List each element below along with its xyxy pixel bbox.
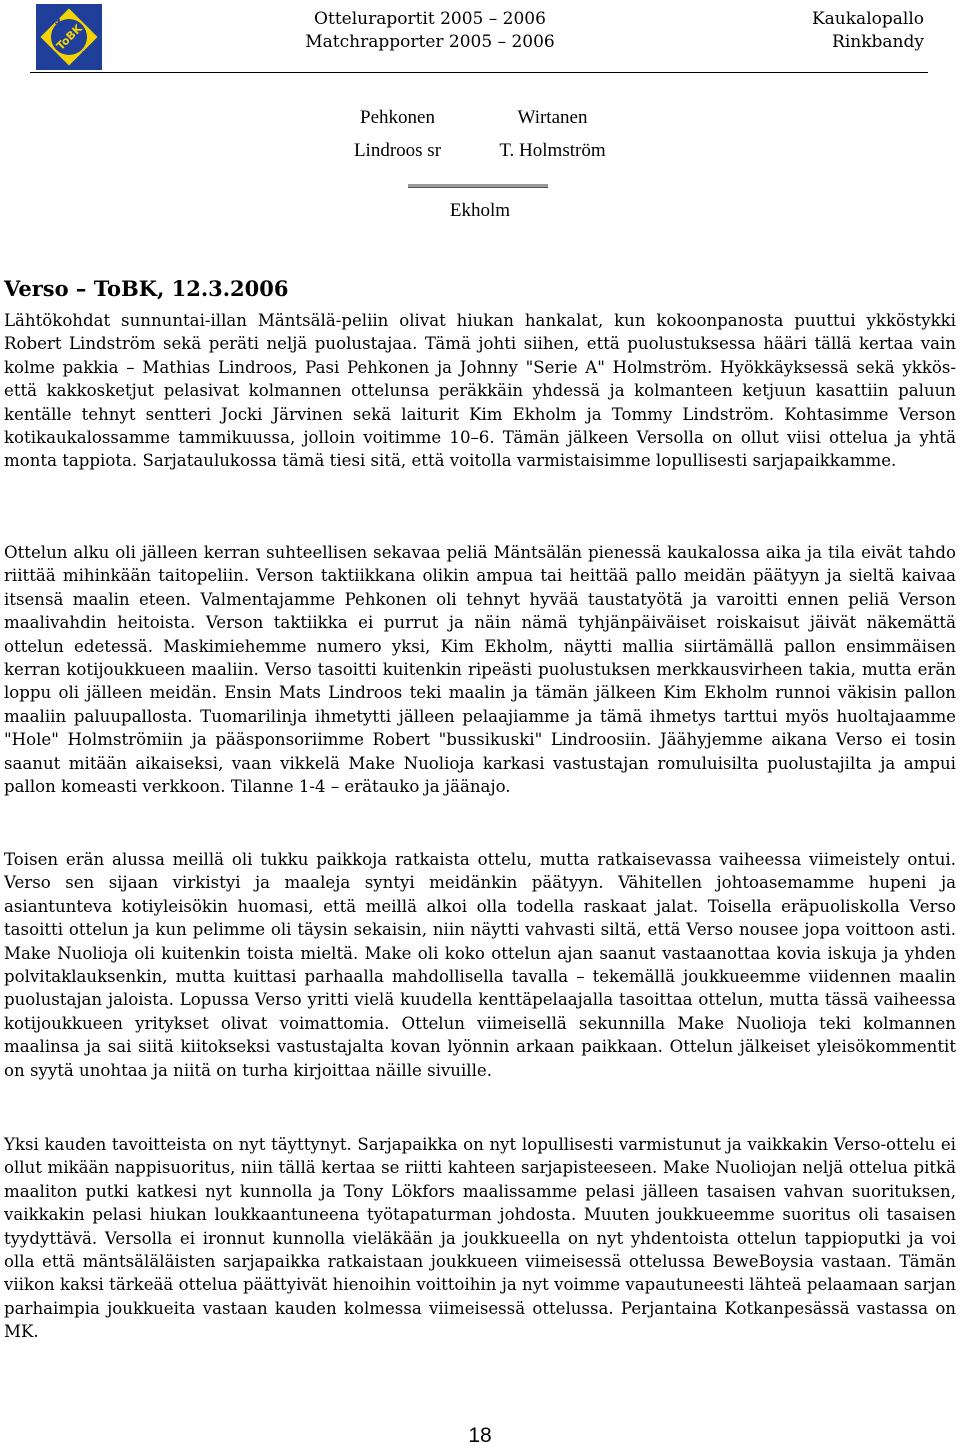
paragraph-summary: Yksi kauden tavoitteista on nyt täyttynyt. Sarjapaikka on nyt lopullisesti varmistunut ja vaikkakin Verso-ottelu ei ollut mikään nappisuoritus, niin tällä kertaa se riitti kahteen sarjapisteeseen. Make Nuoliojan neljä ottelua pitkä maaliton putki katkesi nyt kunnolla ja Tony Lökfors maalissamme pelasi jälleen tasaisen vahvan suorituksen, vaikkakin pelasi hiukan loukkaantuneena työtapaturman johdosta. Muuten joukkueemme suoritus oli tasaisen tyydyttävä. Versolla ei ironnut kunnolla vieläkään ja joukkueella on nyt yhdentoista ottelun tappioputki ja voi olla että mäntsäläläisten sarjapaikka ratkaistaan joukkueen viimeisessä ottelussa BeweBoysia vastaan. Tämän viikon kaksi tärkeää ottelua päättyivät hienoihin voittoihin ja nyt voimme vapautuneesti lähteä pelaamaan sarjan parhaimpia joukkueita vastaan kauden kolmessa viimeisessä ottelussa. Perjantaina Kotkanpesässä vastassa on MK. [4, 1135, 956, 1342]
goal-line [408, 184, 548, 188]
report-title-fi: Otteluraportit 2005 – 2006 [314, 9, 546, 29]
lineup-diagram [0, 0, 960, 240]
sport-name-sv: Rinkbandy [832, 32, 924, 52]
lineup-goalie: Ekholm [449, 200, 511, 221]
lineup-defense-left-2: Lindroos sr [353, 140, 442, 161]
paragraph-intro: Lähtökohdat sunnuntai-illan Mäntsälä-peliin olivat hiukan hankalat, kun kokoonpanosta puuttui ykköstykki Robert Lindström sekä peräti neljä puolustajaa. Tämä johti siihen, että puolustuksessa hääri tällä kertaa vain kolme pakkia – Mathias Lindroos, Pasi Pehkonen ja Johnny "Serie A" Holmström. Hyökkäyksessä sekä ykkös- että kakkosketjut pelasivat kolmannen ottelunsa peräkkäin yhdessä ja kolmanteen ketjuun kasattiin paluun kentälle tehnyt sentteri Jocki Järvinen sekä laiturit Kim Ekholm ja Tommy Lindström. Kohtasimme Verson kotikaukalossamme tammikuussa, jolloin voitimme 10–6. Tämän jälkeen Versolla on ollut viisi ottelua ja yhtä monta tappiota. Sarjataulukossa tämä tiesi sitä, että voitolla varmistaisimme lopullisesti sarjapaikkamme. [4, 311, 956, 471]
lineup-defense-right-1: Wirtanen [517, 107, 588, 128]
svg-text:58: 58 [81, 51, 94, 61]
lineup-defense-right-2: T. Holmström [499, 140, 606, 161]
paragraph-second-period: Toisen erän alussa meillä oli tukku paikkoja ratkaista ottelu, mutta ratkaisevassa vaiheessa viimeistely ontui. Verso sen sijaan virkistyi ja maaleja syntyi meidänkin päätyyn. Vähitellen johtoasemamme hupeni ja asiantunteva kotiyleisökin huomasi, että meillä alkoi olla todella raskaat jalat. Toisella eräpuoliskolla Verso tasoitti ottelun ja kun pelimme oli täysin sekaisin, niin näytti vahvasti siltä, että Verso nousee jopa voittoon asti. Make Nuolioja oli kuitenkin toista mieltä. Make oli koko ottelun ajan saanut vastaanottaa kovia iskuja ja yhden polvitaklauksenkin, mutta kuittasi parhaalla mahdollisella tavalla – tekemällä joukkueemme viidennen maalin puolustajan jaloista. Lopussa Verso yritti vielä kuudella kenttäpelaajalla tasoittaa ottelun, mutta tässä vaiheessa kotijoukkueen yritykset olivat voimattomia. Ottelun viimeisellä sekunnilla Make Nuolioja teki kolmannen maalinsa ja sai siitä kiitokseksi vastustajalta kovan lyönnin arkaan paikkaan. Ottelun jälkeiset yleisökommentit on syytä unohtaa ja niitä on turha kirjoittaa näille sivuille. [4, 850, 956, 1080]
svg-text:ToBK: ToBK [53, 21, 85, 53]
lineup-defense-left-1: Pehkonen [360, 107, 435, 128]
paragraph-first-period: Ottelun alku oli jälleen kerran suhteellisen sekavaa peliä Mäntsälän pienessä kaukalossa aika ja tila eivät tahdo riittää mihinkään taitopeliin. Verson taktiikkana olikin ampua tai heittää pallo meidän päätyyn ja sieltä kaivaa itsensä maalin eteen. Valmentajamme Pehkonen oli tehnyt hyvää taustatyötä ja varoitti ennen peliä Verson maalivahdin heitoista. Verson taktiikka ei purrut ja näin nämä tyhjänpäiväiset roiskaisut jäivät näkemättä ottelun edetessä. Maskimiehemme numero yksi, Kim Ekholm, näytti mallia siirtämällä pallon ensimmäisen kerran kotijoukkueen maaliin. Verso tasoitti kuitenkin ripeästi puolustuksen merkkausvirheen takia, mutta erän loppu oli jälleen meidän. Ensin Mats Lindroos teki maalin ja tämän jälkeen Kim Ekholm runnoi väkisin pallon maaliin paluupallosta. Tuomarilinja ihmetytti jälleen pelaajiamme ja tämä ihmetys tarttui myös huoltajaamme "Hole" Holmströmiin ja pääsponsoriimme Robert "bussikuski" Lindroosiin. Jäähyjemme aikana Verso ei tosin saanut mitään aikaiseksi, vaan vikkelä Make Nuolioja karkasi vastustajan romuluisilta puolustajilta ja ampui pallon komeasti verkkoon. Tilanne 1-4 – erätauko ja jäänajo. [4, 543, 956, 797]
svg-text:19: 19 [48, 17, 61, 27]
page-number: 18 [468, 1424, 492, 1447]
game-title: Verso – ToBK, 12.3.2006 [4, 276, 289, 301]
report-title-sv: Matchrapporter 2005 – 2006 [305, 32, 555, 52]
sport-name-fi: Kaukalopallo [811, 9, 924, 29]
